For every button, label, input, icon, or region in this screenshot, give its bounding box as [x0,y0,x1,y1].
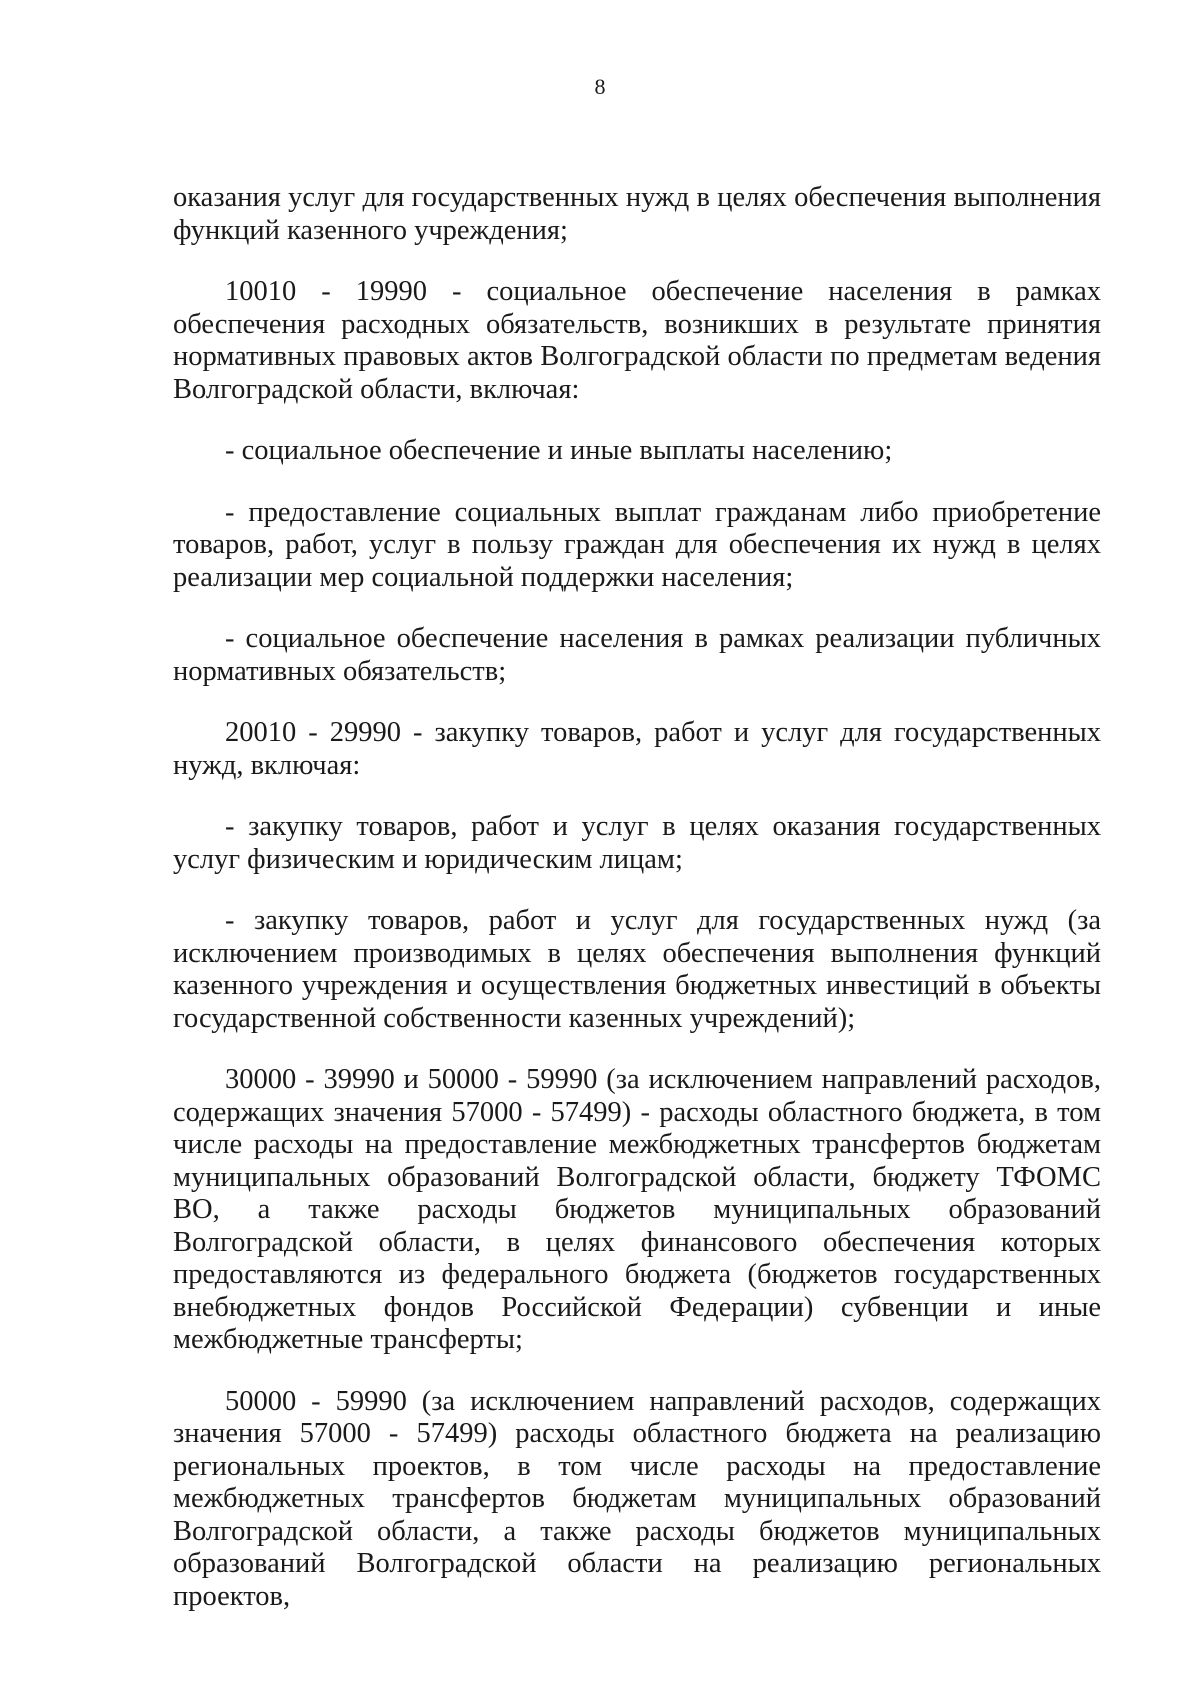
list-item-public-obligations: - социальное обеспечение населения в рамках реализации публичных нормативных обязательств; [173,623,1101,687]
paragraph-code-30000: 30000 - 39990 и 50000 - 59990 (за исключением направлений расходов, содержащих значения 57000 - 57499) - расходы областного бюджета, в том числе расходы на предоставление межбюджетных трансфертов бюджетам муниципальных образований Волгоградской области, бюджету ТФОМС ВО, а также расходы бюджетов муниципальных образований Волгоградской области, в целях финансового обеспечения которых предоставляются из федерального бюджета (бюджетов государственных внебюджетных фондов Российской Федерации) субвенции и иные межбюджетные трансферты; [173,1064,1101,1355]
list-item-state-needs: - закупку товаров, работ и услуг для государственных нужд (за исключением производимых в целях обеспечения выполнения функций казенного учреждения и осуществления бюджетных инвестиций в объекты государственной собственности казенных учреждений); [173,905,1101,1034]
paragraph-continuation: оказания услуг для государственных нужд в целях обеспечения выполнения функций казенного учреждения; [173,182,1101,246]
list-item-state-services: - закупку товаров, работ и услуг в целях оказания государственных услуг физическим и юридическим лицам; [173,811,1101,875]
paragraph-code-10010: 10010 - 19990 - социальное обеспечение населения в рамках обеспечения расходных обязательств, возникших в результате принятия нормативных правовых актов Волгоградской области по предметам ведения Волгоградской области, включая: [173,276,1101,405]
page-number: 8 [594,74,606,99]
list-item-social-payments: - социальное обеспечение и иные выплаты населению; [225,435,893,466]
document-body [173,182,1101,1613]
list-item-social-support: - предоставление социальных выплат гражданам либо приобретение товаров, работ, услуг в пользу граждан для обеспечения их нужд в целях реализации мер социальной поддержки населения; [173,496,1101,593]
paragraph-code-50000: 50000 - 59990 (за исключением направлений расходов, содержащих значения 57000 - 57499) расходы областного бюджета на реализацию региональных проектов, в том числе расходы на предоставление межбюджетных трансфертов бюджетам муниципальных образований Волгоградской области, а также расходы бюджетов муниципальных образований Волгоградской области на реализацию региональных проектов, [173,1385,1101,1612]
paragraph-code-20010: 20010 - 29990 - закупку товаров, работ и услуг для государственных нужд, включая: [173,717,1101,781]
